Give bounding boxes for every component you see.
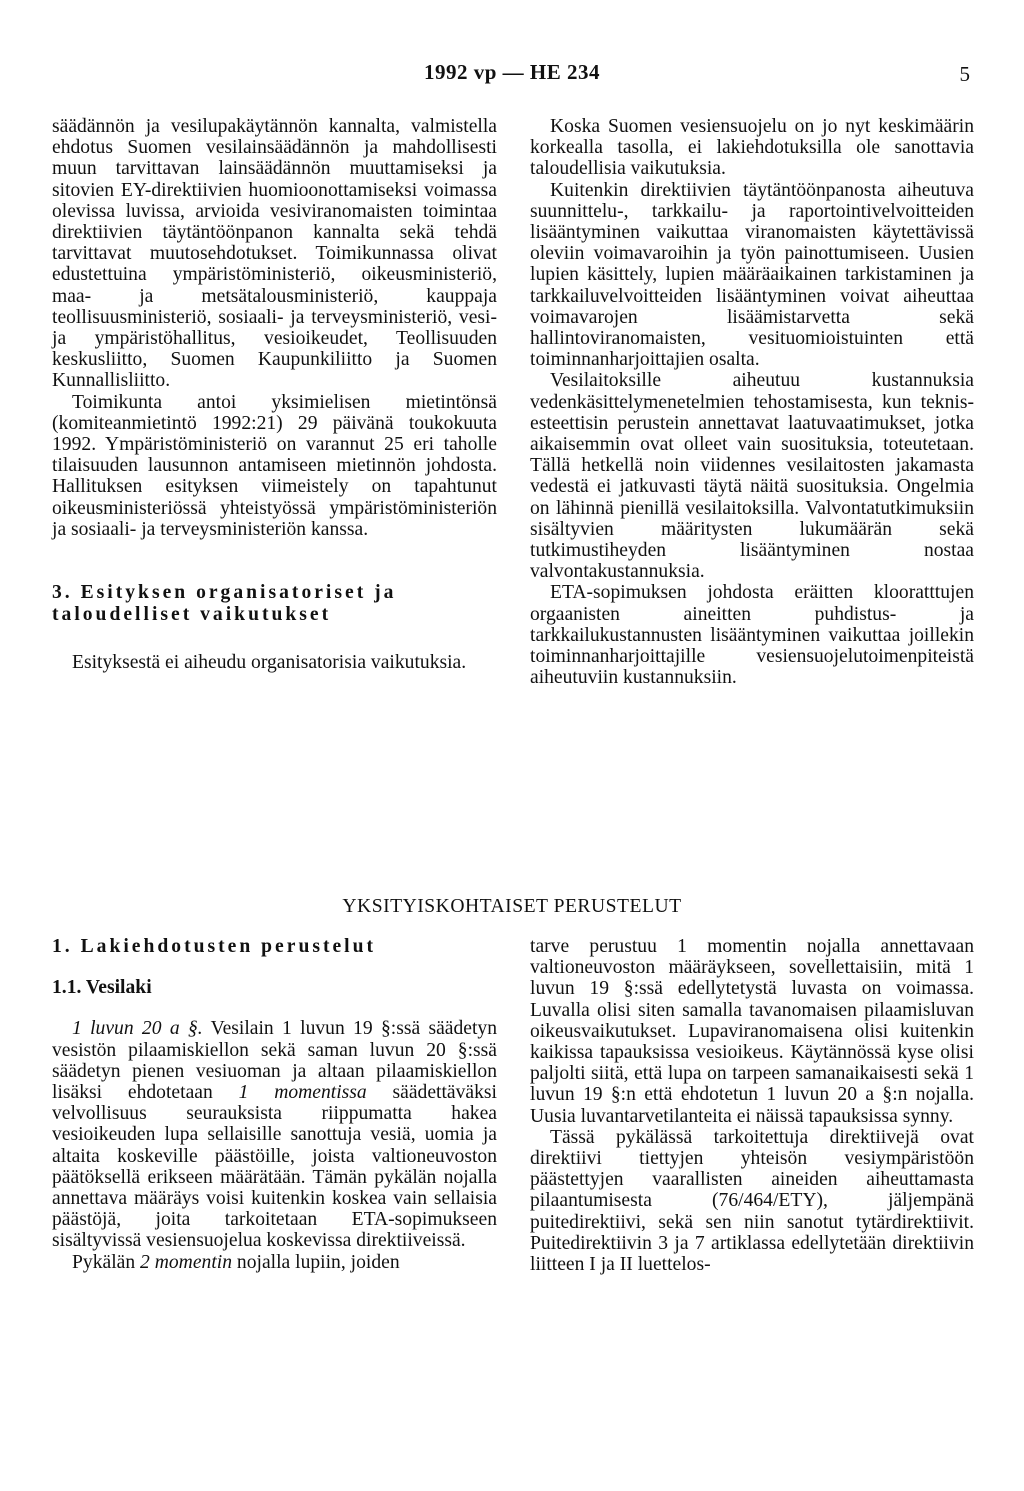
document-reference: 1992 vp — HE 234 (423, 60, 601, 84)
right-column-top (530, 116, 974, 688)
paragraph: Esityksestä ei aiheudu organisatorisia vaikutuksia. (72, 652, 467, 674)
paragraph: Tässä pykälässä tarkoitettuja direktiivejä ovat direktiivi tiettyjen yhteisön vesiympäristöön päästettyjen vaarallisten aineiden aiheuttamasta pilaantumisesta (76/464/ETY), jäljempänä puitedirektiivi, sekä sen niin sanotut tytärdirektiivit. Puitedirektiivin 3 ja 7 artiklassa edellytetään direktiivin liitteen I ja II luettelos- (530, 1126, 974, 1276)
text-run: säädettäväksi velvollisuus seurauksista riippumatta hakea vesioikeuden lupa sellaisille sanottuja vesiä, uomia ja altaita koskeville päästöille, joista valtioneuvoston päätöksellä erikseen määrätään. Tämän pykälän nojalla annettava määräys voisi kuitenkin koskea vain sellaisia päästöjä, joita tarkoitetaan ETA-sopimukseen sisältyvissä vesiensuojelua koskevissa direktiiveissä. (52, 1082, 497, 1252)
paragraph: Toimikunta antoi yksimielisen mietintönsä (komiteanmietintö 1992:21) 29 päivänä toukokuuta 1992. Ympäristöministeriö on varannut 25 eri taholle tilaisuuden lausunnon antamiseen mietinnön johdosta. Hallituksen esityksen viimeistely on tapahtunut oikeusministeriössä yhteistyössä ympäristöministeriön ja sosiaali- ja terveysministeriön kanssa. (52, 391, 497, 540)
italic-term: 2 momentin (140, 1251, 233, 1273)
paragraph: tarve perustuu 1 momentin nojalla annettavaan valtioneuvoston määräykseen, sovellettaisiin, mitä 1 luvun 19 §:ssä edellytetystä luvasta on voimassa. Luvalla olisi siten samalla tavanomaisen pilaamisluvan oikeusvaikutukset. Lupaviranomaisena olisi kuitenkin kaikissa tapauksissa vesioikeus. Käytännössä kyse olisi paljolti siitä, että lupa on tarpeen samanaikaisesti sekä 1 luvun 19 §:n että ehdotetun 1 luvun 20 a §:n nojalla. Uusia luvantarvetilanteita ei näissä tapauksissa synny. (530, 936, 974, 1127)
paragraph: Koska Suomen vesiensuojelu on jo nyt keskimäärin korkealla tasolla, ei lakiehdotuksilla ole sanottavia taloudellisia vaikutuksia. (530, 116, 974, 180)
text-run: Pykälän (72, 1251, 141, 1273)
text-run: nojalla lupiin, joiden (232, 1251, 400, 1273)
left-column-bottom (52, 936, 497, 1273)
paragraph: ETA-sopimuksen johdosta eräitten klooratttujen orgaanisten aineitten puhdistus- ja tarkkailukustannusten lisääntyminen vaikuttaa joillekin toiminnanharjoittajille vesiensuojelutoimenpiteistä aiheutuviin kustannuksiin. (530, 582, 974, 689)
main-heading: YKSITYISKOHTAISET PERUSTELUT (342, 896, 682, 917)
text-run: Vesilain 1 luvun 19 §:ssä säädetyn vesistön pilaamiskiellon sekä saman luvun 20 §:ssä säädetyn pienen vesiuoman ja altaan pilaamiskiellon lisäksi ehdotetaan (52, 1018, 497, 1104)
page-header (0, 60, 1024, 90)
italic-term: 1 momentissa (238, 1082, 367, 1104)
paragraph: Vesilaitoksille aiheutuu kustannuksia vedenkäsittelymenetelmien tehostamisesta, kun teknis-esteettisin perustein annettavat laatuvaatimukset, jotka aikaisemmin ovat olleet vain suosituksia, toteutetaan. Tällä hetkellä noin viidennes vesilaitosten jakamasta vedestä ei jatkuvasti täytä näitä suosituksia. Ongelmia on lähinnä pienillä vesilaitoksilla. Valvontatutkimuksiin sisältyvien määritysten lukumäärän sekä tutkimustiheyden lisääntyminen nostaa valvontakustannuksia. (530, 370, 974, 583)
subsection-heading: 1.1. Vesilaki (52, 977, 152, 999)
right-column-bottom (530, 936, 974, 1275)
italic-lead: 1 luvun 20 a §. (72, 1018, 203, 1040)
paragraph: Kuitenkin direktiivien täytäntöönpanosta aiheutuva suunnittelu-, tarkkailu- ja raportointivelvoitteiden lisääntyminen vaikuttaa viranomaisten käytettävissä oleviin voimavaroihin ja työn painottumiseen. Uusien lupien käsittely, lupien määräaikainen tarkistaminen ja tarkkailuvelvoitteiden lisääntyminen voivat aiheuttaa voimavarojen lisäämistarvetta sekä hallintoviranomaisten, vesituomioistuinten että toiminnanharjoittajien osalta. (530, 179, 974, 371)
page-number: 5 (959, 62, 970, 86)
section-heading: 3. Esityksen organisatoriset ja taloudelliset vaikutukset (52, 582, 397, 626)
paragraph (52, 1018, 497, 1251)
left-column-top (52, 116, 497, 673)
paragraph: säädännön ja vesilupakäytännön kannalta, valmistella ehdotus Suomen vesilainsäädännön ja mahdollisesti muun tarvittavan lainsäädännön muuttamiseksi ja sitovien EY-direktiivien huomioonottamiseksi voimassa olevissa luvissa, arvioida vesiviranomaisten toimintaa direktiivien täytäntöönpanon kannalta sekä tehdä tarvittavat muutosehdotukset. Toimikunnassa olivat edustettuina ympäristöministeriö, oikeusministeriö, maa- ja metsätalousministeriö, kauppaja teollisuusministeriö, sosiaali- ja terveysministeriö, vesi- ja ympäristöhallitus, vesioikeudet, Teollisuuden keskusliitto, Suomen Kaupunkiliitto ja Suomen Kunnallisliitto. (52, 116, 497, 392)
section-heading: 1. Lakiehdotusten perustelut (52, 936, 377, 957)
paragraph (52, 1252, 497, 1273)
